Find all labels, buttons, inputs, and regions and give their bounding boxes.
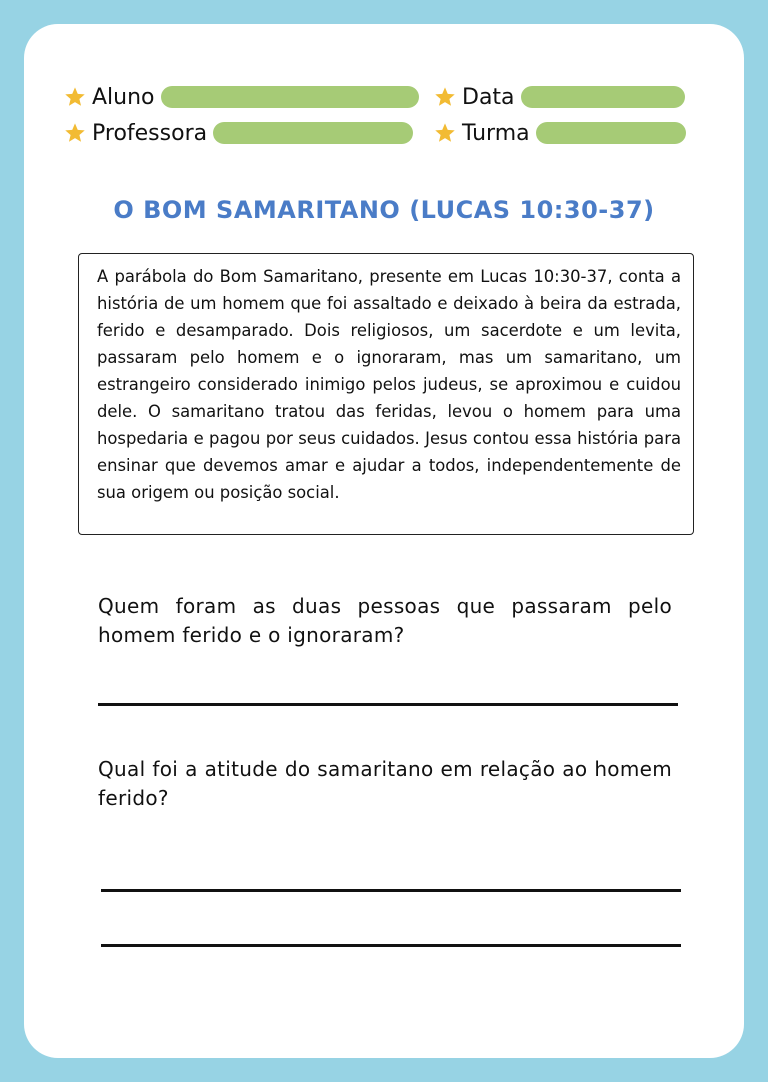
question-1: Quem foram as duas pessoas que passaram pelo homem ferido e o ignoraram? <box>98 594 672 647</box>
data-label: Data <box>462 84 515 110</box>
aluno-label: Aluno <box>92 84 155 110</box>
star-icon <box>434 86 456 108</box>
star-icon <box>64 122 86 144</box>
answer-line-2[interactable] <box>101 889 681 892</box>
answer-line-1[interactable] <box>98 703 678 706</box>
turma-field <box>434 118 686 148</box>
aluno-field <box>64 82 419 112</box>
aluno-input-bar[interactable] <box>161 86 419 108</box>
data-input-bar[interactable] <box>521 86 685 108</box>
story-text-box: A parábola do Bom Samaritano, presente em Lucas 10:30-37, conta a história de um homem que foi assaltado e deixado à beira da estrada, ferido e desamparado. Dois religiosos, um sacerdote e um levita, passaram pelo homem e o ignoraram, mas um samaritano, um estrangeiro considerado inimigo pelos judeus, se aproximou e cuidou dele. O samaritano tratou das feridas, levou o homem para uma hospedaria e pagou por seus cuidados. Jesus contou essa história para ensinar que devemos amar e ajudar a todos, independentemente de sua origem ou posição social. <box>78 253 694 535</box>
data-field <box>434 82 685 112</box>
star-icon <box>64 86 86 108</box>
question-2: Qual foi a atitude do samaritano em relação ao homem ferido? <box>98 757 672 810</box>
worksheet-page <box>24 24 744 1058</box>
professora-input-bar[interactable] <box>213 122 413 144</box>
answer-line-3[interactable] <box>101 944 681 947</box>
page-title: O BOM SAMARITANO (LUCAS 10:30-37) <box>113 196 655 224</box>
professora-field <box>64 118 413 148</box>
star-icon <box>434 122 456 144</box>
turma-input-bar[interactable] <box>536 122 686 144</box>
professora-label: Professora <box>92 120 208 146</box>
turma-label: Turma <box>462 120 530 146</box>
